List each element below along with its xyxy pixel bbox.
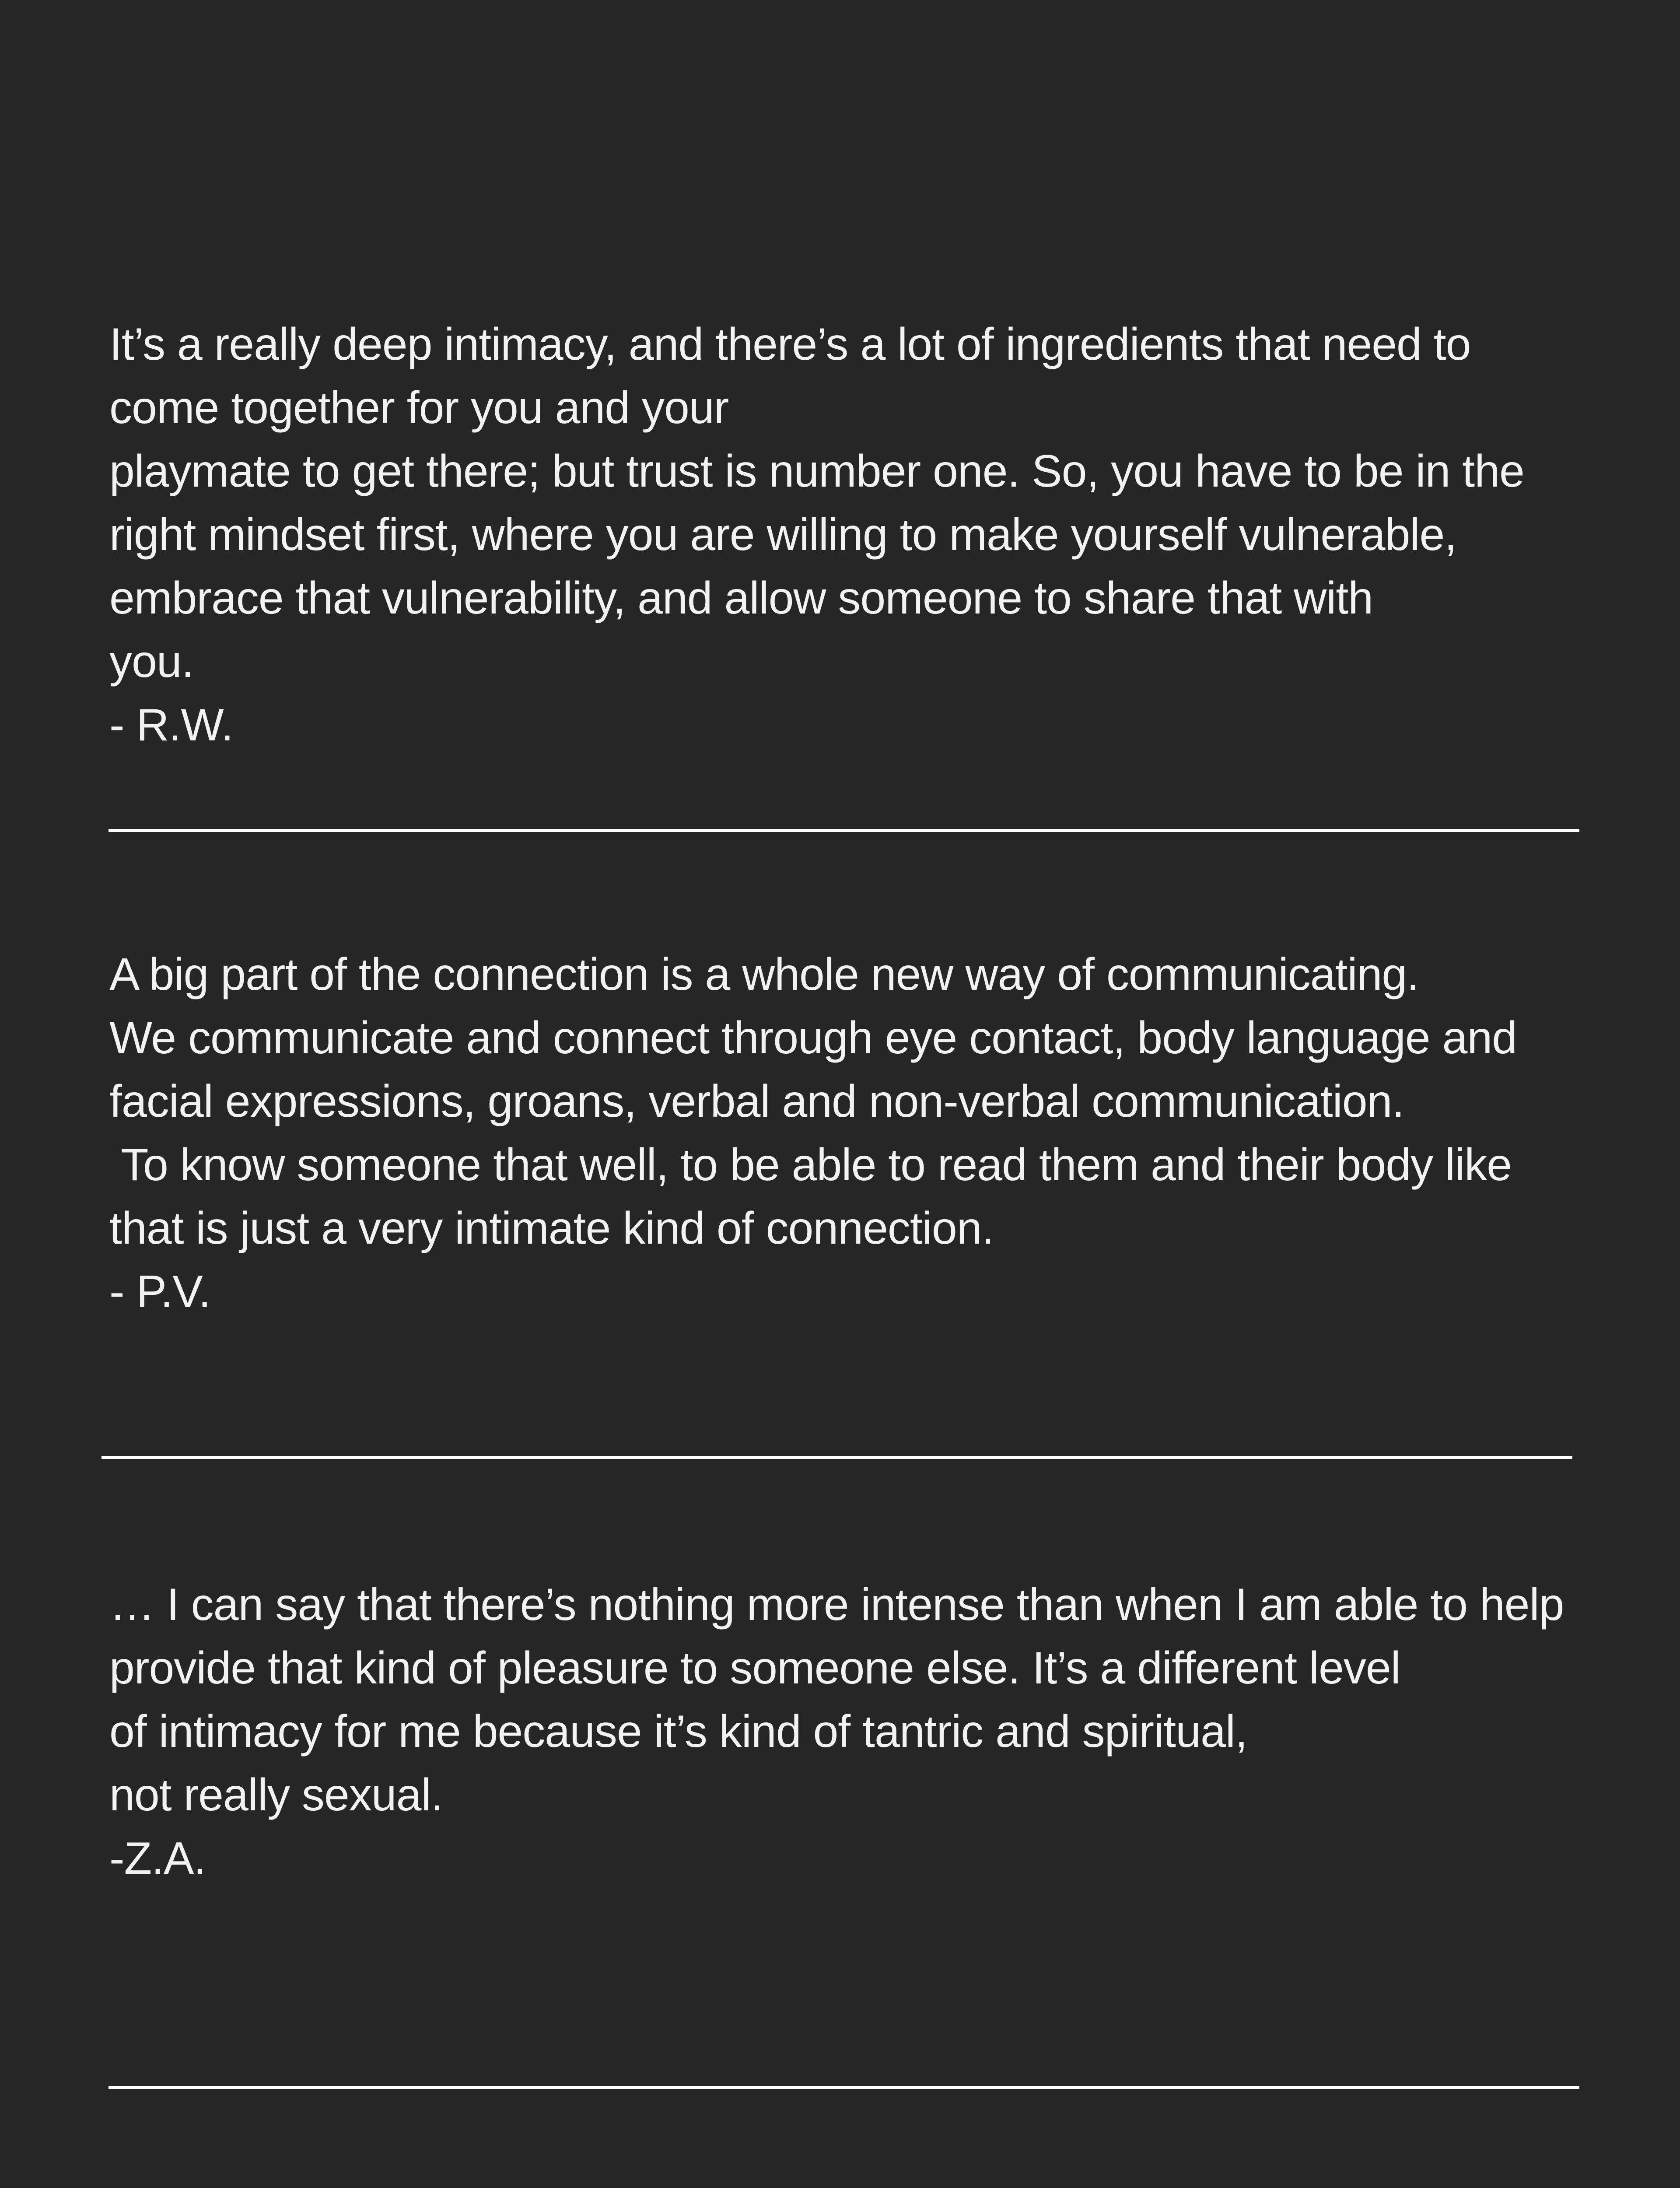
quote-line: not really sexual. (109, 1770, 443, 1820)
quote-line: embrace that vulnerability, and allow someone to share that with (109, 573, 1373, 624)
quote-line: come together for you and your (109, 382, 729, 433)
testimonial-quote (109, 1573, 1597, 1890)
quote-line: playmate to get there; but trust is number one. So, you have to be in the (109, 446, 1524, 497)
testimonial-quote (109, 943, 1597, 1324)
section-divider (108, 829, 1579, 832)
section-divider (108, 2086, 1579, 2089)
quote-line: right mindset first, where you are willing to make yourself vulnerable, (109, 509, 1457, 560)
quote-line: A big part of the connection is a whole new way of communicating. (109, 949, 1419, 1000)
section-divider (102, 1456, 1572, 1459)
quote-attribution: -Z.A. (109, 1833, 206, 1884)
quote-attribution: - R.W. (109, 700, 233, 750)
testimonial-quote (109, 313, 1597, 757)
quote-line: … I can say that there’s nothing more intense than when I am able to help (109, 1579, 1564, 1630)
quote-line: provide that kind of pleasure to someone else. It’s a different level (109, 1643, 1400, 1694)
quote-line: of intimacy for me because it’s kind of tantric and spiritual, (109, 1706, 1247, 1757)
quote-attribution: - P.V. (109, 1266, 211, 1317)
quote-line: that is just a very intimate kind of connection. (109, 1203, 994, 1254)
quote-line: facial expressions, groans, verbal and non-verbal communication. (109, 1076, 1404, 1127)
quote-line: you. (109, 636, 194, 687)
quote-line: It’s a really deep intimacy, and there’s a lot of ingredients that need to (109, 319, 1471, 370)
quote-line: To know someone that well, to be able to read them and their body like (109, 1140, 1512, 1190)
quote-line: We communicate and connect through eye contact, body language and (109, 1013, 1517, 1063)
